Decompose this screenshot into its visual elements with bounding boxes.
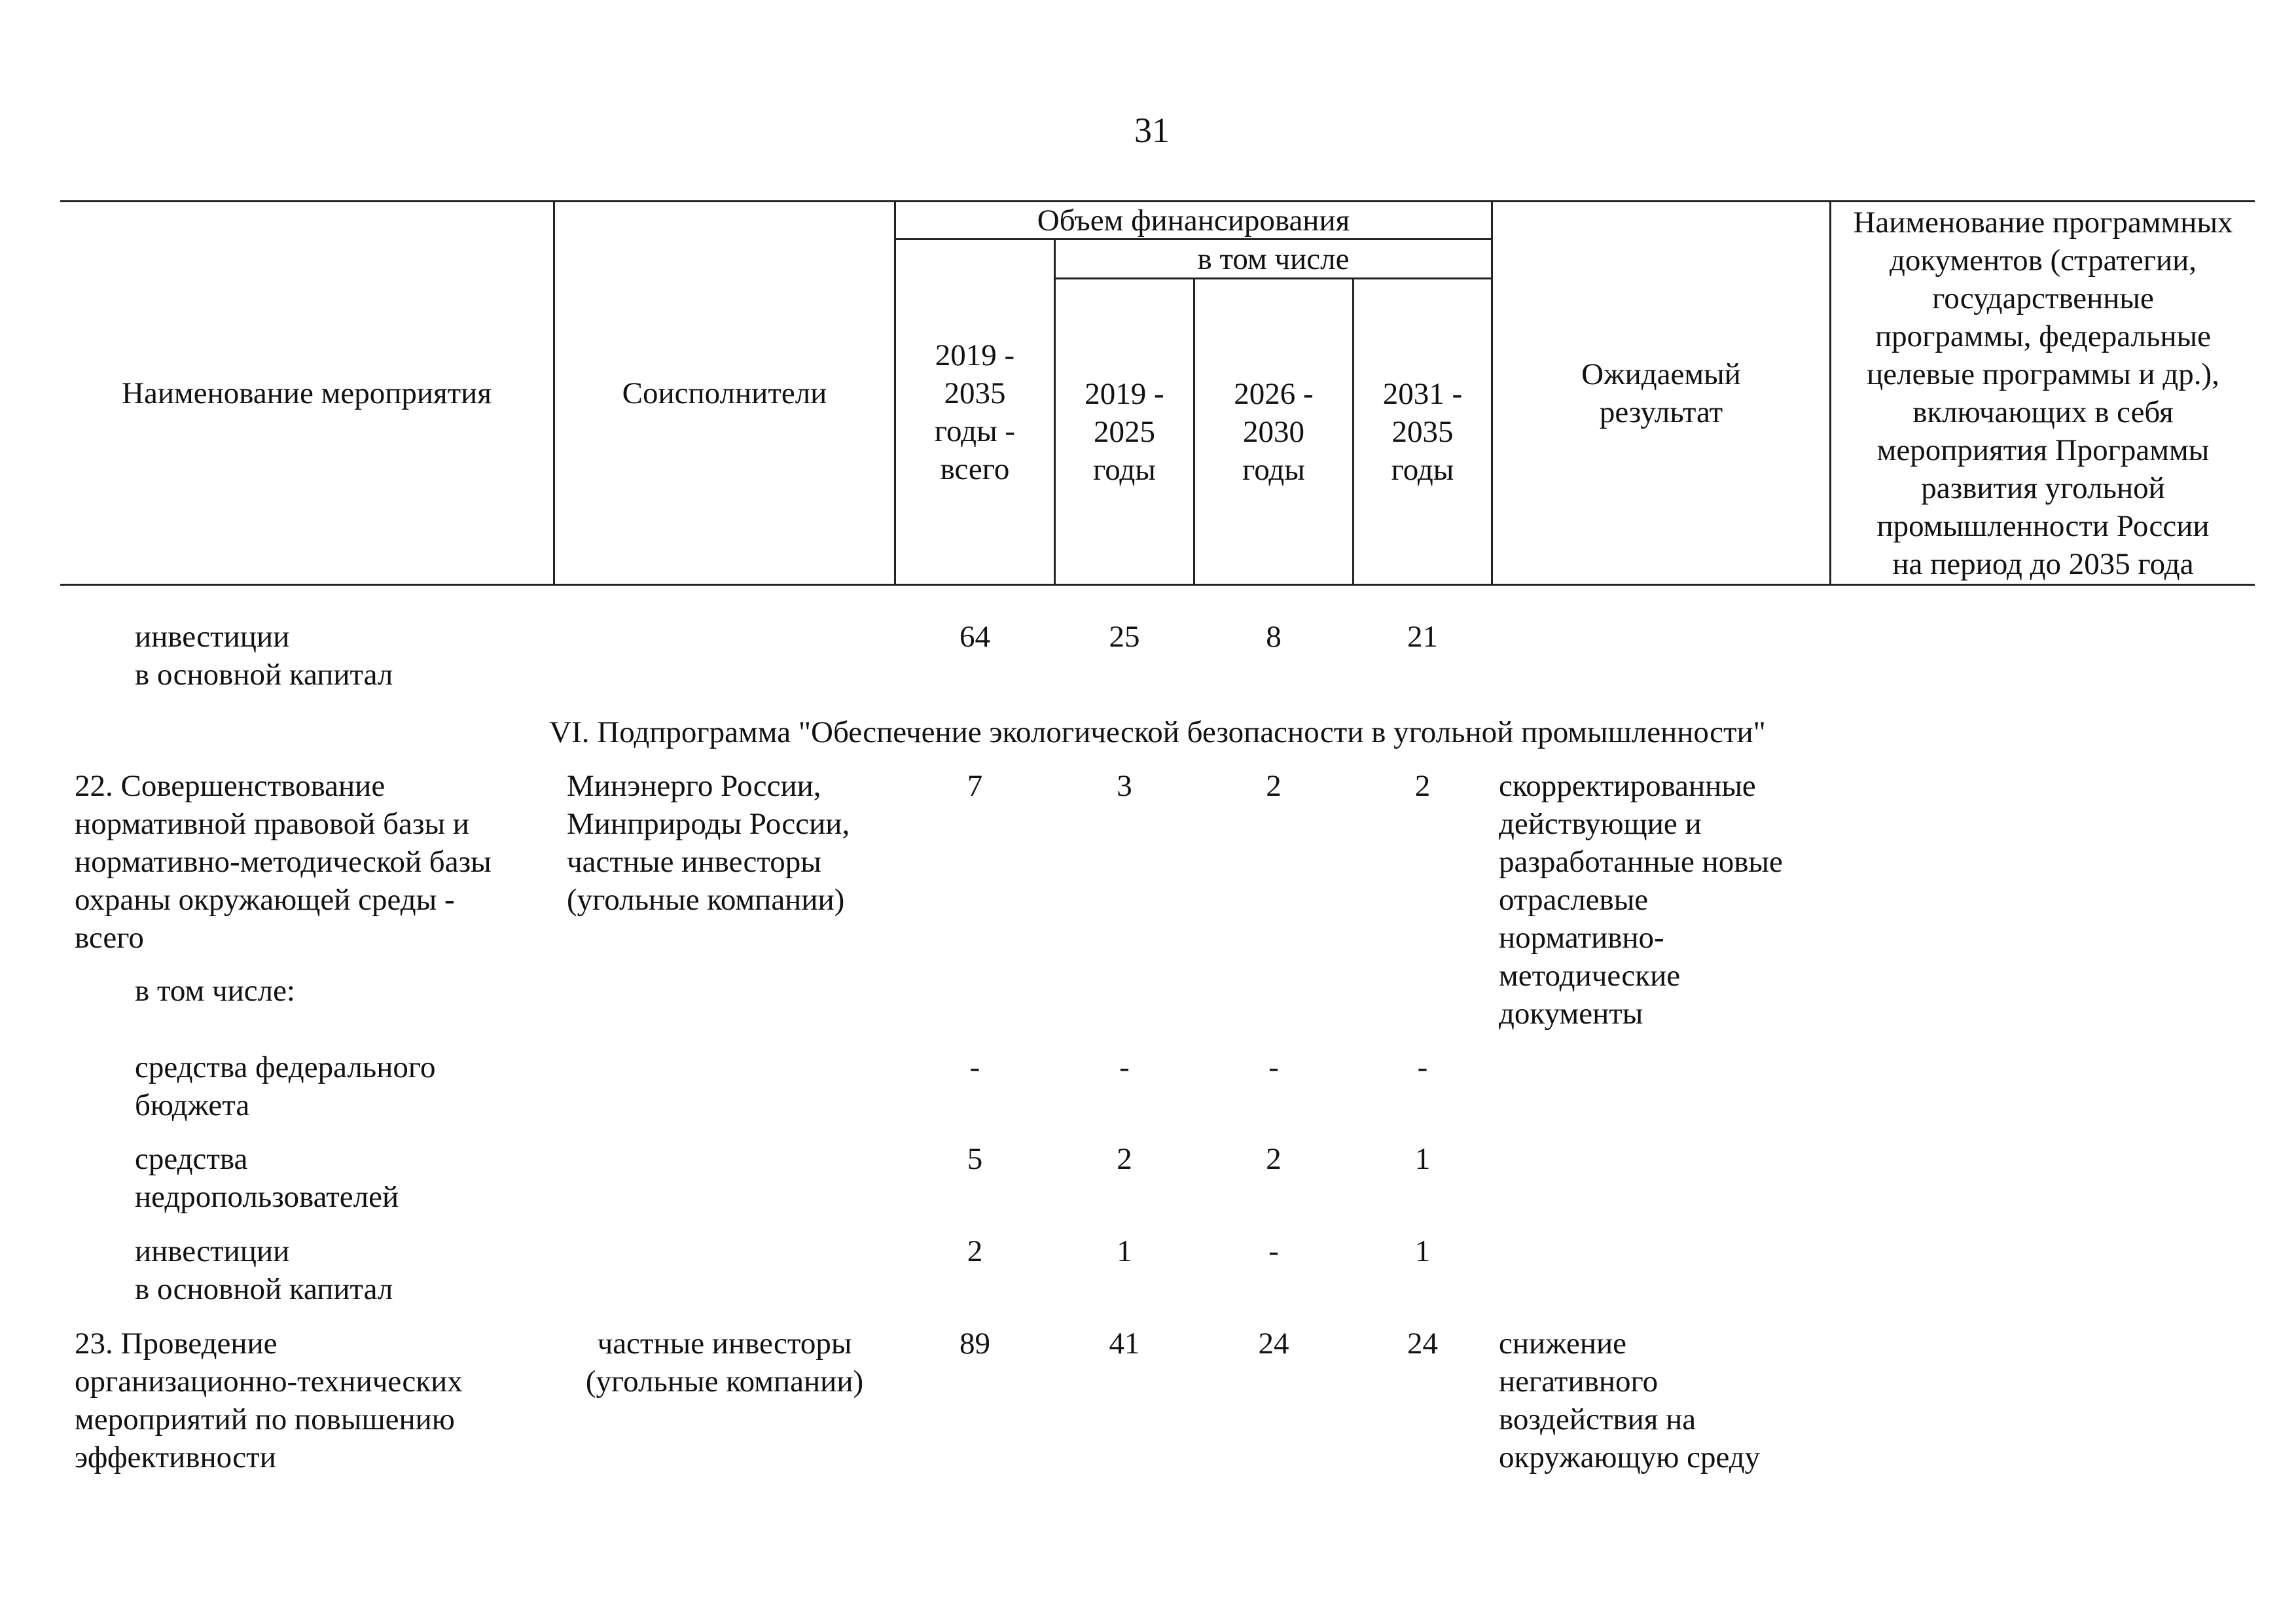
row-22-subsoil-users-2031-2035: 1 — [1414, 1142, 1431, 1176]
row-22-expected-result: скорректированные действующие и разработанные новые отраслевые нормативно- методические документы — [1499, 769, 1783, 1031]
row-22-investments-total: 2 — [967, 1234, 983, 1268]
header-expected-result: Ожидаемый результат — [1581, 357, 1741, 429]
row-23-name: 23. Проведение организационно-технических мероприятий по повышению эффективности — [75, 1327, 463, 1474]
row-23-coexecutors: частные инвесторы (угольные компании) — [585, 1327, 864, 1399]
row-22-subsoil-users-total: 5 — [967, 1142, 983, 1176]
row-investments-2019-2025: 25 — [1109, 620, 1140, 654]
header-2026-2030: 2026 - 2030 годы — [1234, 376, 1314, 487]
row-22-federal-budget-2019-2025: - — [1119, 1050, 1130, 1084]
row-22-subsoil-users-label: средства недропользователей — [135, 1142, 399, 1214]
row-investments-total: 64 — [960, 620, 990, 654]
row-23-2019-2025: 41 — [1109, 1327, 1140, 1361]
row-23-total: 89 — [960, 1327, 990, 1361]
row-23-2031-2035: 24 — [1407, 1327, 1438, 1361]
header-coexecutors: Соисполнители — [622, 376, 827, 410]
row-22-2031-2035: 2 — [1414, 769, 1431, 803]
header-2031-2035: 2031 - 2035 годы — [1382, 376, 1463, 487]
header-total-2019-2035: 2019 - 2035 годы - всего — [934, 338, 1016, 486]
row-22-federal-budget-label: средства федерального бюджета — [135, 1050, 436, 1122]
section-heading: VI. Подпрограмма "Обеспечение экологической безопасности в угольной промышленности" — [549, 715, 1766, 749]
header-funding-volume: Объем финансирования — [1037, 203, 1350, 238]
row-investments-2031-2035: 21 — [1407, 620, 1438, 654]
row-23-expected-result: снижение негативного воздействия на окружающую среду — [1499, 1327, 1761, 1474]
row-22-investments-2019-2025: 1 — [1117, 1234, 1132, 1268]
row-22-2019-2025: 3 — [1117, 769, 1132, 803]
row-22-federal-budget-2026-2030: - — [1268, 1050, 1279, 1084]
header-bottom-rule — [60, 584, 2255, 586]
row-22-federal-budget-total: - — [969, 1050, 980, 1084]
row-22-coexecutors: Минэнерго России, Минприроды России, частные инвесторы (угольные компании) — [567, 769, 850, 917]
row-22-investments-2026-2030: - — [1268, 1234, 1279, 1268]
row-22-including-label: в том числе: — [135, 974, 295, 1008]
header-including: в том числе — [1197, 241, 1350, 276]
row-22-name: 22. Совершенствование нормативной правовой базы и нормативно-методической базы охраны окружающей среды - всего — [75, 769, 492, 955]
header-event-name: Наименование мероприятия — [122, 376, 492, 410]
row-investments-label: инвестиции в основной капитал — [135, 620, 393, 692]
row-22-2026-2030: 2 — [1266, 769, 1282, 803]
row-investments-2026-2030: 8 — [1266, 620, 1282, 654]
row-23-2026-2030: 24 — [1258, 1327, 1289, 1361]
header-2019-2025: 2019 - 2025 годы — [1085, 376, 1164, 487]
row-22-total: 7 — [967, 769, 983, 803]
row-22-investments-2031-2035: 1 — [1414, 1234, 1431, 1268]
row-22-subsoil-users-2026-2030: 2 — [1266, 1142, 1282, 1176]
header-program-documents: Наименование программных документов (стратегии, государственные программы, федеральные целевые программы и др.), включающих в себя мероприятия Программы развития угольной промышленности России на период до 2035 года — [1853, 205, 2233, 581]
page-number: 31 — [1134, 111, 1170, 150]
row-22-investments-label: инвестиции в основной капитал — [135, 1234, 393, 1306]
row-22-federal-budget-2031-2035: - — [1417, 1050, 1428, 1084]
row-22-subsoil-users-2019-2025: 2 — [1117, 1142, 1132, 1176]
